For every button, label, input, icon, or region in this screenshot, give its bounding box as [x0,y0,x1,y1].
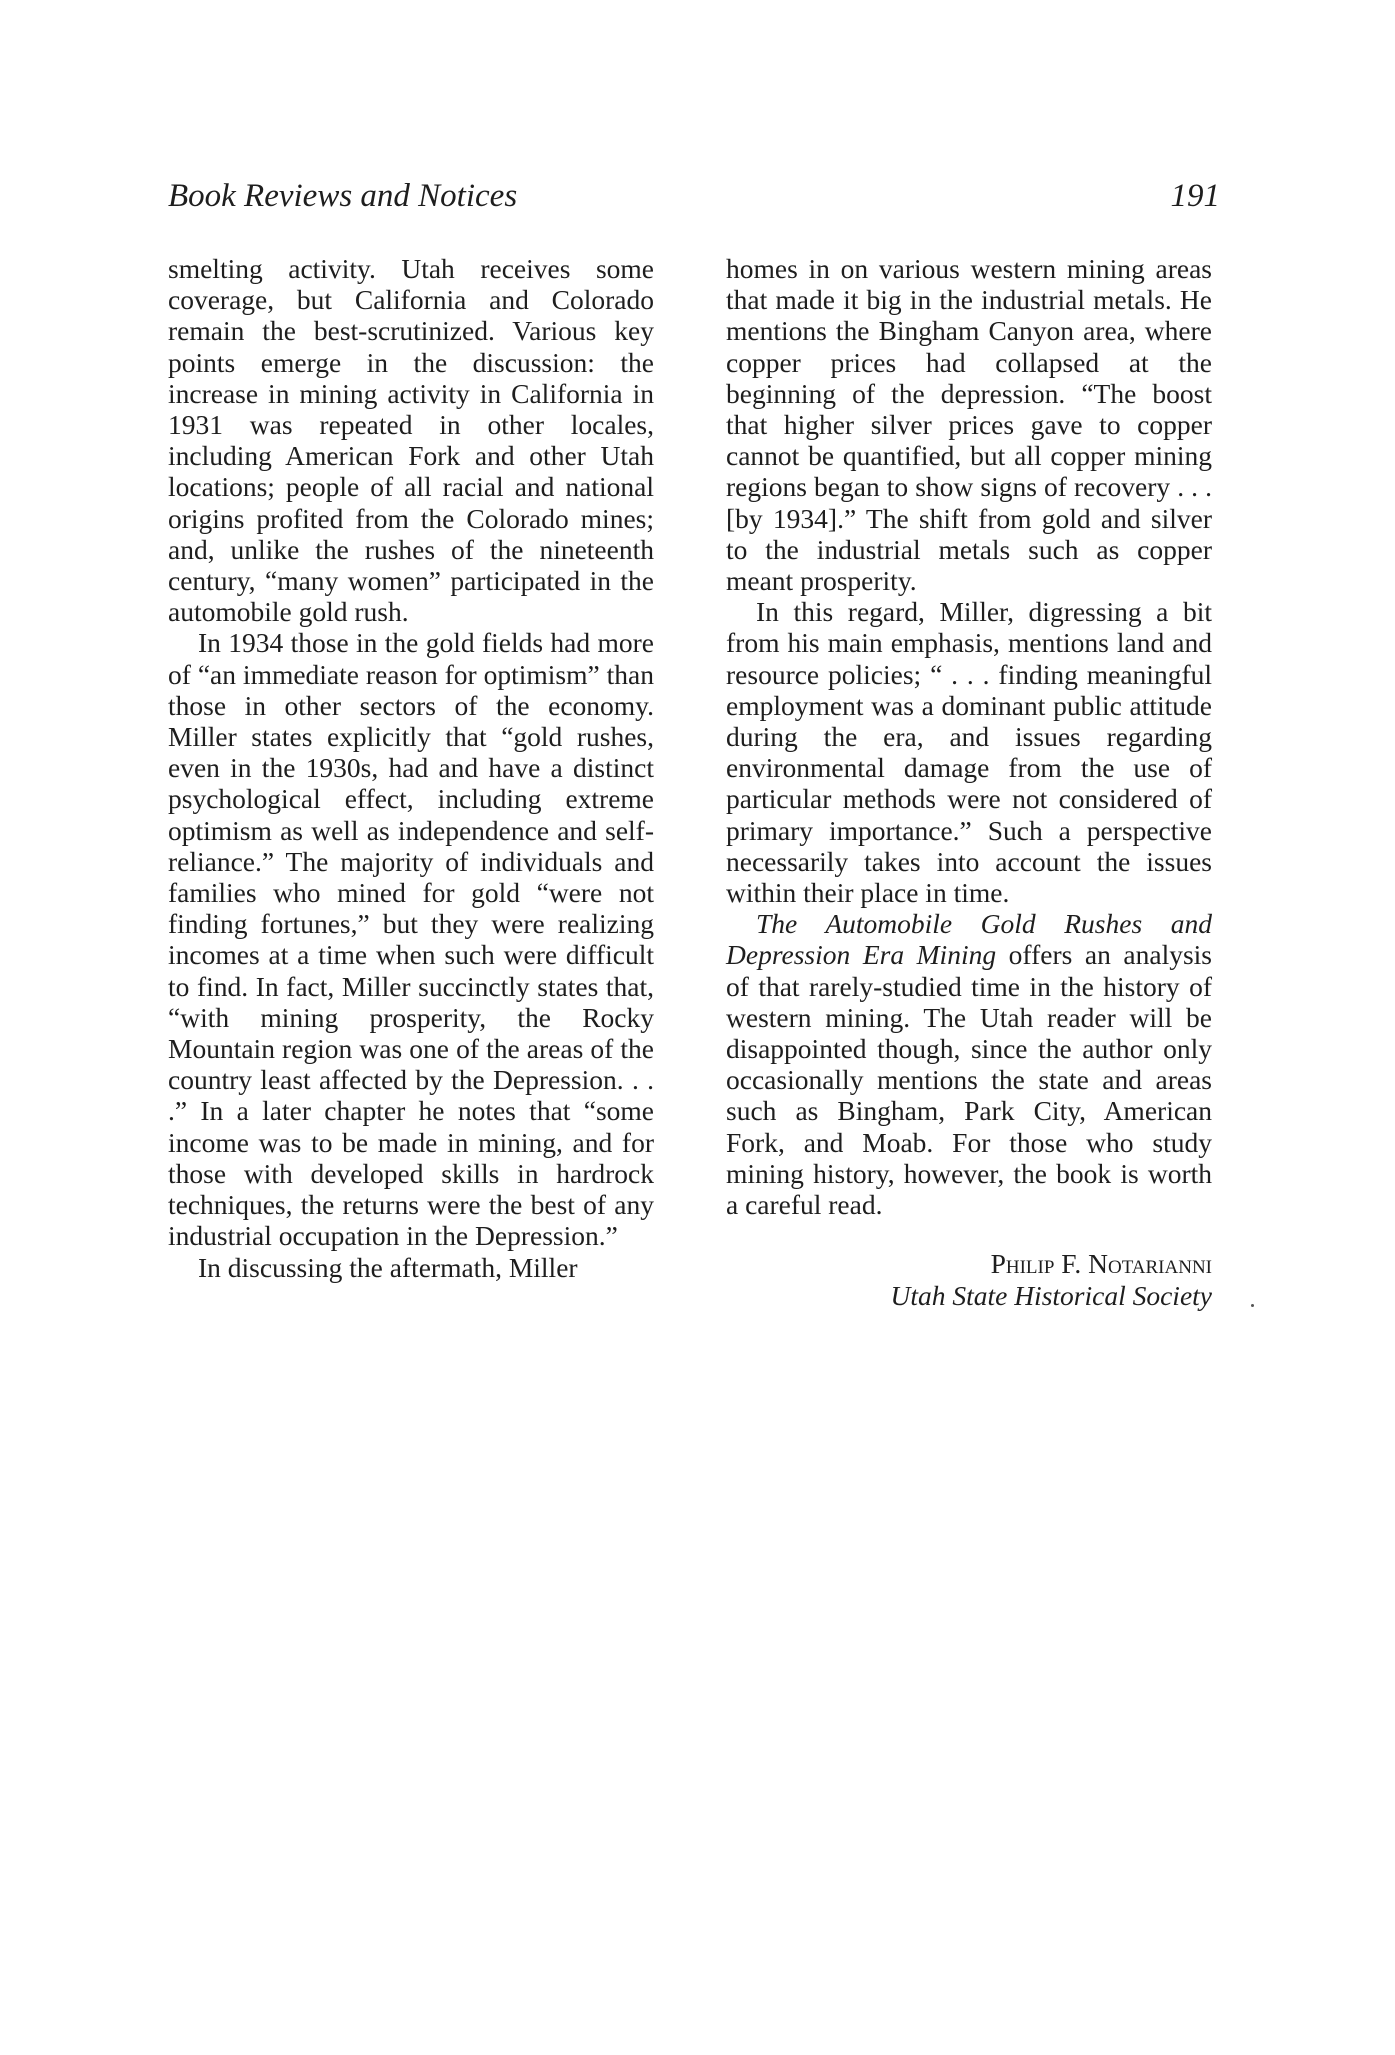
right-paragraph-3 [726,908,1212,1220]
book-title: The Automobile Gold Rushes and Depression Era Mining [726,908,1212,971]
right-paragraph-2: In this regard, Miller, digressing a bit from his main emphasis, mentions land and resource policies; “ . . . finding meaningful employment was a dominant public attitude during the era, and issues regarding environmental damage from the use of particular methods were not considered of primary importance.” Such a perspective necessarily takes into account the issues within their place in time. [726,596,1212,909]
right-paragraph-3-text: offers an analysis of that rarely-studied time in the history of western mining. The Utah reader will be disappointed though, since the author only occasionally mentions the state and areas such as Bingham, Park City, American Fork, and Moab. For those who study mining history, however, the book is worth a careful read. [726,939,1213,1221]
reviewer-signature [726,1248,1212,1310]
page-number: 191 [1170,178,1220,214]
left-paragraph-1: smelting activity. Utah receives some coverage, but California and Colorado remain the best-scrutinized. Various key points emerge in the discussion: the increase in mining activity in California in 1931 was repeated in other locales, including American Fork and other Utah locations; people of all racial and national origins profited from the Colorado mines; and, unlike the rushes of the nineteenth century, “many women” participated in the automobile gold rush. [168,253,654,628]
running-head [168,174,1220,218]
left-paragraph-2: In 1934 those in the gold fields had more of “an immediate reason for optimism” than those in other sectors of the economy. Miller states explicitly that “gold rushes, even in the 1930s, had and have a distinct psychological effect, including extreme optimism as well as independence and self-reliance.” The majority of individuals and families who mined for gold “were not finding fortunes,” but they were realizing incomes at a time when such were difficult to find. In fact, Miller succinctly states that, “with mining prosperity, the Rocky Mountain region was one of the areas of the country least affected by the Depression. . . .” In a later chapter he notes that “some income was to be made in mining, and for those with developed skills in hardrock techniques, the returns were the best of any industrial occupation in the Depression.” [168,627,654,1252]
left-paragraph-3: In discussing the aftermath, Miller [198,1251,578,1283]
reviewer-name: Philip F. Notarianni [990,1248,1212,1280]
right-column [726,253,1212,1311]
running-head-title: Book Reviews and Notices [168,178,518,214]
left-column [168,253,654,1283]
reviewer-affiliation: Utah State Historical Society [890,1279,1212,1311]
right-paragraph-1: homes in on various western mining areas that made it big in the industrial metals. He mentions the Bingham Canyon area, where copper prices had collapsed at the beginning of the depression. “The boost that higher silver prices gave to copper cannot be quantified, but all copper mining regions began to show signs of recovery . . . [by 1934].” The shift from gold and silver to the industrial metals such as copper meant prosperity. [726,253,1212,597]
stray-mark [1251,1304,1254,1307]
